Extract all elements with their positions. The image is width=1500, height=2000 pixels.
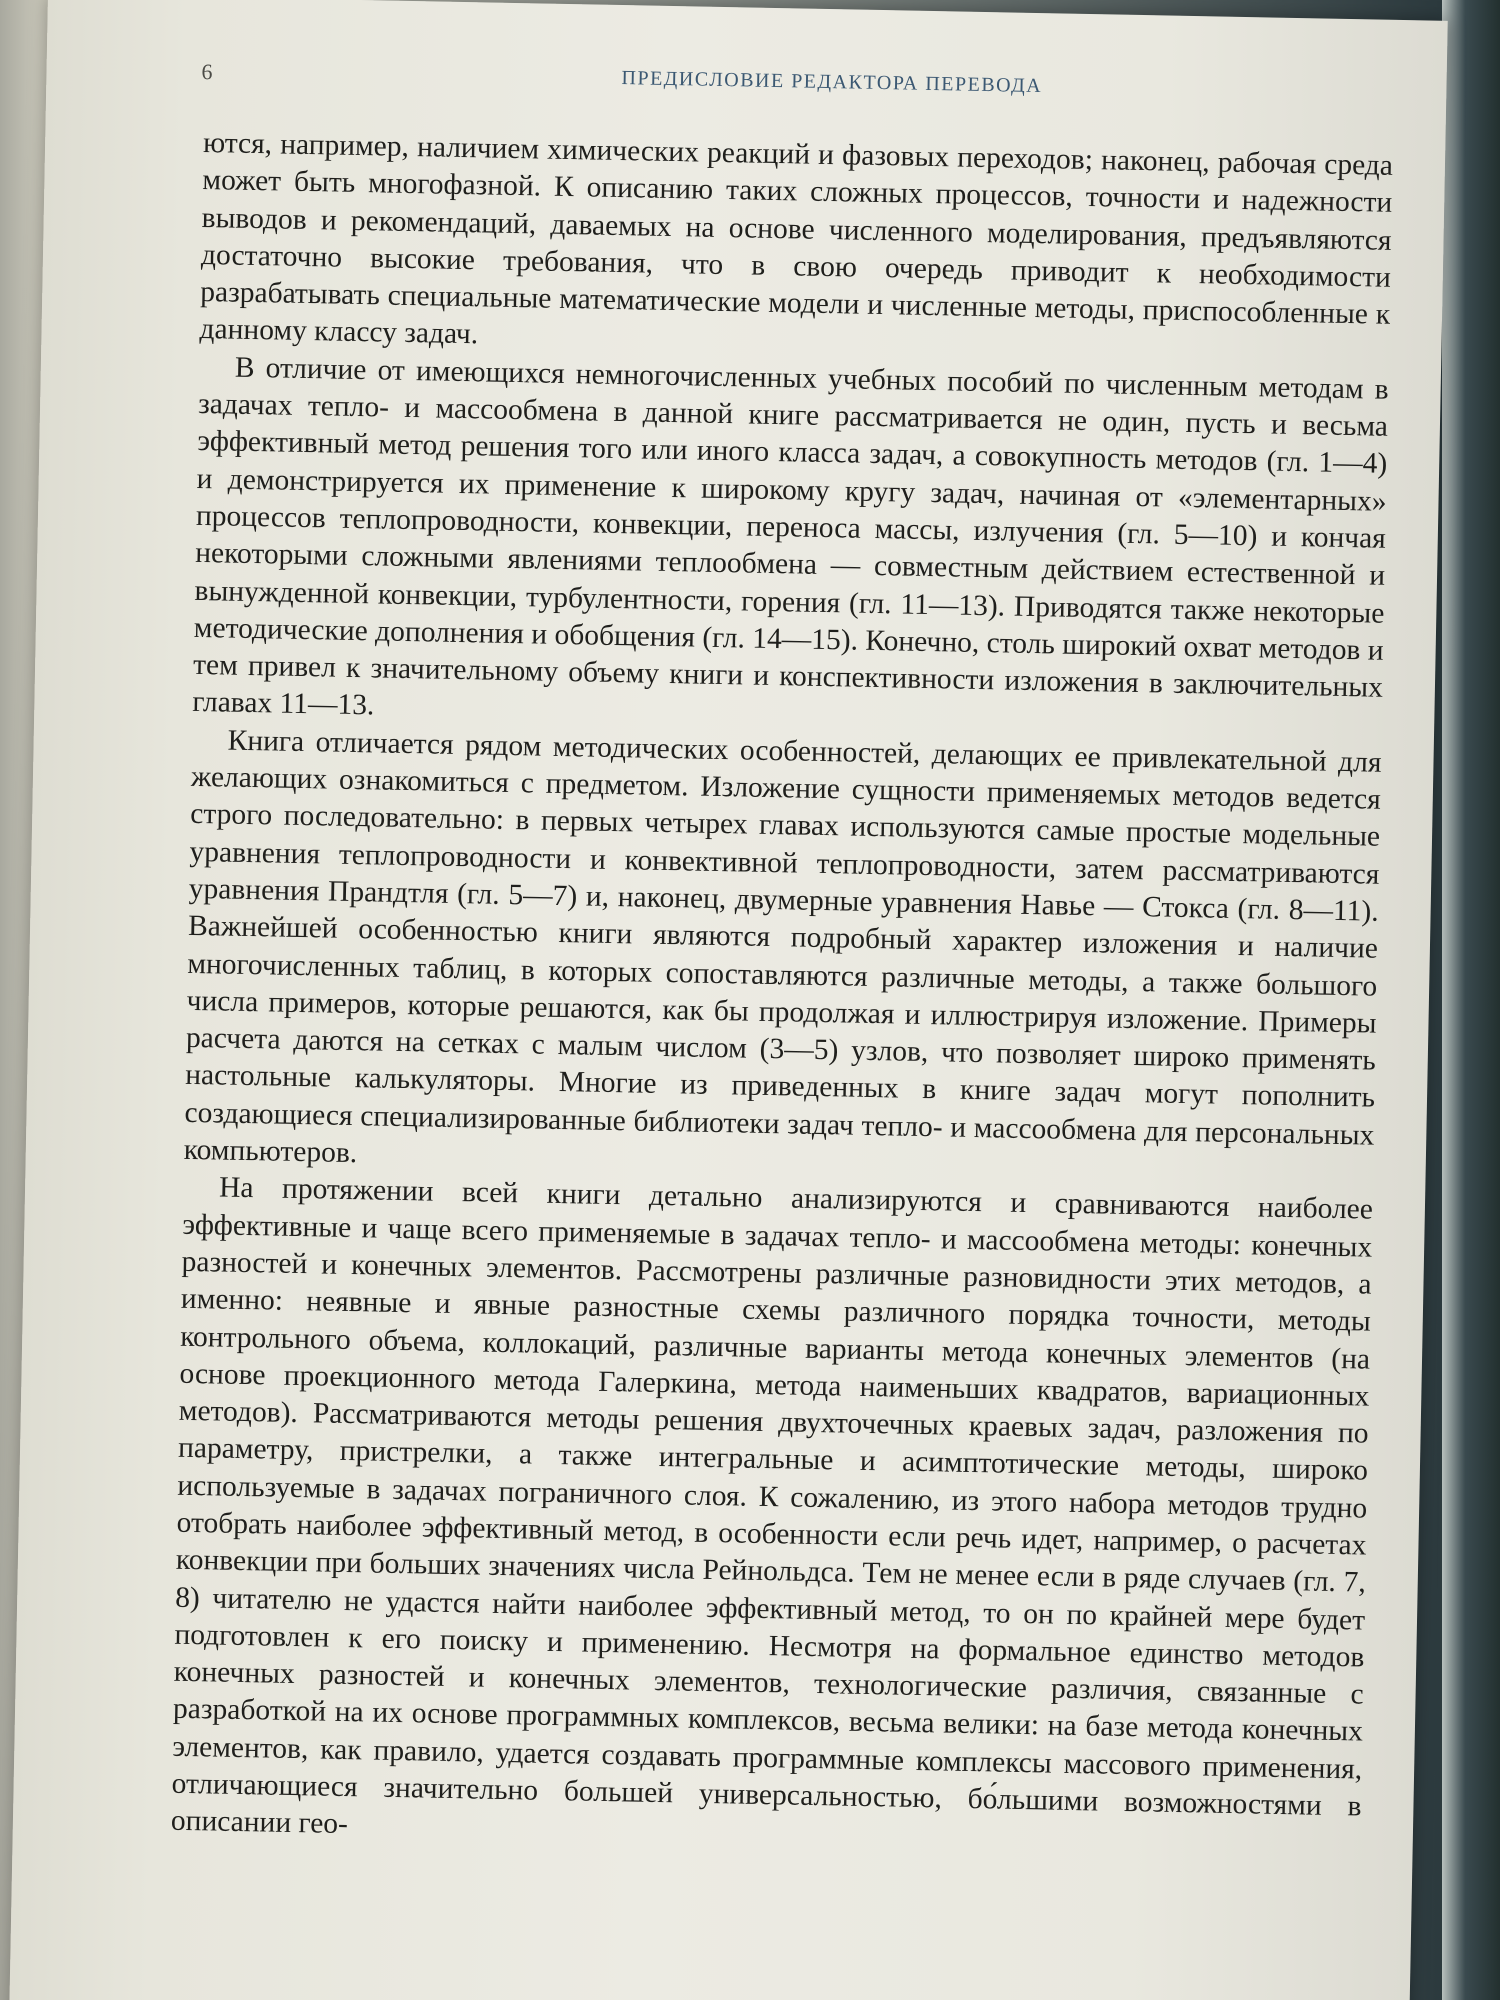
- page-number: 6: [201, 58, 213, 85]
- paragraph: На протяжении всей книги детально анализируются и сравниваются наиболее эффективные и чаще всего применяемые в задачах тепло- и массообмена методы: конечных разностей и конечных элементов. Рассмотрены различные разновидности этих методов, а именно: неявные и явные разностные схемы различного порядка точности, методы контрольного объема, коллокаций, различные варианты метода конечных элементов (на основе проекционного метода Галеркина, метода наименьших квадратов, вариационных методов). Рассматриваются методы решения двухточечных краевых задач, разложения по параметру, пристрелки, а также интегральные и асимптотические методы, широко используемые в задачах пограничного слоя. К сожалению, из этого набора методов трудно отобрать наиболее эффективный метод, в особенности если речь идет, например, о расчетах конвекции при больших значениях числа Рейнольдса. Тем не менее если в ряде случаев (гл. 7, 8) читателю не удастся найти наиболее эффективный метод, то он по крайней мере будет подготовлен к его поиску и применению. Несмотря на формальное единство методов конечных разностей и конечных элементов, технологические различия, связанные с разработкой на их основе программных комплексов, весьма велики: на базе метода конечных элементов, как правило, удается создавать программные комплексы массового применения, отличающиеся значительно большей универсальностью, бо́льшими возможностями в описании гео-: [170, 1171, 1374, 1841]
- book-cover-edge: [1442, 0, 1500, 2000]
- page-header: [201, 59, 1391, 112]
- page-body-text: [171, 125, 1394, 1863]
- paragraph: Книга отличается рядом методических особенностей, делающих ее привлекательной для желающих ознакомиться с предметом. Изложение сущности применяемых методов ведется строго последовательно: в первых четырех главах используются самые простые модельные уравнения теплопроводности и конвективной теплопроводности, затем рассматриваются уравнения Прандтля (гл. 5—7) и, наконец, двумерные уравнения Навье — Стокса (гл. 8—11). Важнейшей особенностью книги являются подробный характер изложения и наличие многочисленных таблиц, в которых сопоставляются различные методы, а также большого числа примеров, которые решаются, как бы продолжая и иллюстрируя изложение. Примеры расчета даются на сетках с малым числом (3—5) узлов, что позволяет широко применять настольные калькуляторы. Многие из приведенных в книге задач могут пополнить создающиеся специализированные библиотеки задач тепло- и массообмена для персональных компьютеров.: [183, 724, 1382, 1170]
- paragraph-continuation: ются, например, наличием химических реакций и фазовых переходов; наконец, рабочая среда может быть многофазной. К описанию таких сложных процессов, точности и надежности выводов и рекомендаций, даваемых на основе численного моделирования, предъявляются достаточно высокие требования, что в свою очередь приводит к необходимости разрабатывать специальные математические модели и численные методы, приспособленные к данному классу задач.: [199, 127, 1394, 351]
- book-page: [9, 0, 1448, 2000]
- paragraph: В отличие от имеющихся немногочисленных учебных пособий по численным методам в задачах тепло- и массообмена в данной книге рассматривается не один, пусть и весьма эффективный метод решения того или иного класса задач, а совокупность методов (гл. 1—4) и демонстрируется их применение к широкому кругу задач, начиная от «элементарных» процессов теплопроводности, конвекции, переноса массы, излучения (гл. 5—10) и кончая некоторыми сложными явлениями теплообмена — совместным действием естественной и вынужденной конвекции, турбулентности, горения (гл. 11—13). Приводятся также некоторые методические дополнения и обобщения (гл. 14—15). Конечно, столь широкий охват методов и тем привел к значительному объему книги и конспективности изложения в заключительных главах 11—13.: [192, 351, 1389, 722]
- running-title: ПРЕДИСЛОВИЕ РЕДАКТОРА ПЕРЕВОДА: [621, 67, 1043, 98]
